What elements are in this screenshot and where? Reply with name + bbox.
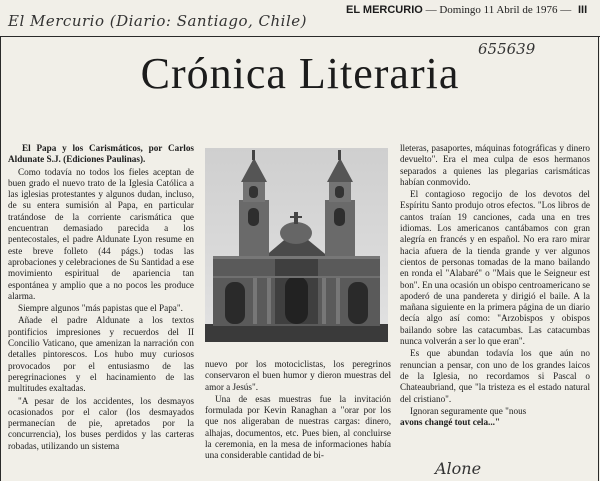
paragraph: El contagioso regocijo de los devotos del Espíritu Santo produjo otros efectos. "Los libros de cantos traían 19 canciones, cada una en tres idiomas. Los americanos cantábamos con gran alegría en francés y en español. No era raro mirar hacia afuera de la tienda grande y ver algunos cientos de personas tomadas de la mano bailando en ronda el "Alabaré" o "Mais que le Seigneur est bon". En una ocasión un obispo centroamericano se apoderó de una pandereta y dirigió el baile. A la mañana siguiente en la primera página de un diario decía algo así como: "Arzobispos y obispos bailando sobre las catacumbas. Las catacumbas nunca volverán a ser lo que eran".: [400, 189, 590, 347]
paragraph: nuevo por los motociclistas, los peregrinos conservaron el buen humor y dieron muestras del amor a Jesús".: [205, 359, 391, 392]
cathedral-photo: [205, 148, 388, 342]
paragraph: lleteras, pasaportes, máquinas fotográficas y dinero devuelto". Era el mea culpa de esos hermanos separados a quienes las plegarias carismáticas habían conmovido.: [400, 143, 590, 187]
handwritten-author-note: Alone: [435, 459, 482, 478]
paragraph: Añade el padre Aldunate a los textos pontificios impresiones y recuerdos del II Concilio Vaticano, que amenizan la narración con detalles pintorescos. Los hubo muy curiosos provocados por el entusiasmo de las peregrinaciones y el hacinamiento de las multitudes exaltadas.: [8, 315, 194, 394]
paragraph: [400, 406, 590, 429]
article-title: Crónica Literaria: [140, 49, 460, 98]
article-column-3: [400, 143, 590, 429]
handwritten-archive-number: 655639: [478, 40, 536, 58]
closing-quote: avons changé tout cela...": [400, 417, 501, 428]
paragraph: Como todavía no todos los fieles aceptan de buen grado el nuevo trato de la Iglesia Católica a las iglesias protestantes y algunos dudan, incluso, de su entera sumisión al Papa, en particular tratándose de la corriente carismática que encuentran demasiado parecida a los pentecostales, el padre Aldunate Lyon resume en este breve folleto (44 págs.) todas las aprobaciones y celebraciones de Su Santidad a ese movimiento espiritual de apariencia tan espontánea y amplio que a no pocos les produce alarma.: [8, 166, 194, 301]
closing-sentence: Ignoran seguramente que "nous: [410, 405, 527, 416]
paragraph: Una de esas muestras fue la invitación formulada por Kevin Ranaghan a "orar por los que nos aligeraban de nuestras cargas: dinero, alhajas, documentos, etc. Pues bien, al concluirse la ceremonia, en la mesa de informaciones había una considerable cantidad de bi-: [205, 393, 391, 461]
article-column-1: [8, 143, 194, 453]
page-number: III: [577, 4, 588, 16]
frame-rule-right: [598, 36, 599, 481]
newspaper-name: EL MERCURIO: [346, 4, 423, 16]
paragraph: Siempre algunos "más papistas que el Papa".: [18, 303, 183, 314]
masthead: [346, 4, 596, 16]
publication-date: — Domingo 11 Abril de 1976 —: [425, 4, 572, 16]
handwritten-source-note: El Mercurio (Diario: Santiago, Chile): [8, 12, 307, 30]
paragraph: "A pesar de los accidentes, los desmayos ocasionados por el calor (los desmayados permanecían de pie, apretados por la concurrencia), los buses perdidos y las carteras robadas, utilizando un sistema: [8, 395, 194, 451]
article-column-2: [205, 359, 391, 463]
frame-rule-left: [0, 36, 1, 481]
paragraph: Es que abundan todavía los que aún no renuncian a pensar, con uno de los grandes laicos de la Iglesia, no recordamos si Pascal o Chateaubriand, que "la tristeza es el estado natural del cristiano".: [400, 348, 590, 404]
review-heading: El Papa y los Carismáticos, por Carlos Aldunate S.J. (Ediciones Paulinas).: [8, 143, 194, 165]
frame-rule-top: [0, 36, 600, 37]
